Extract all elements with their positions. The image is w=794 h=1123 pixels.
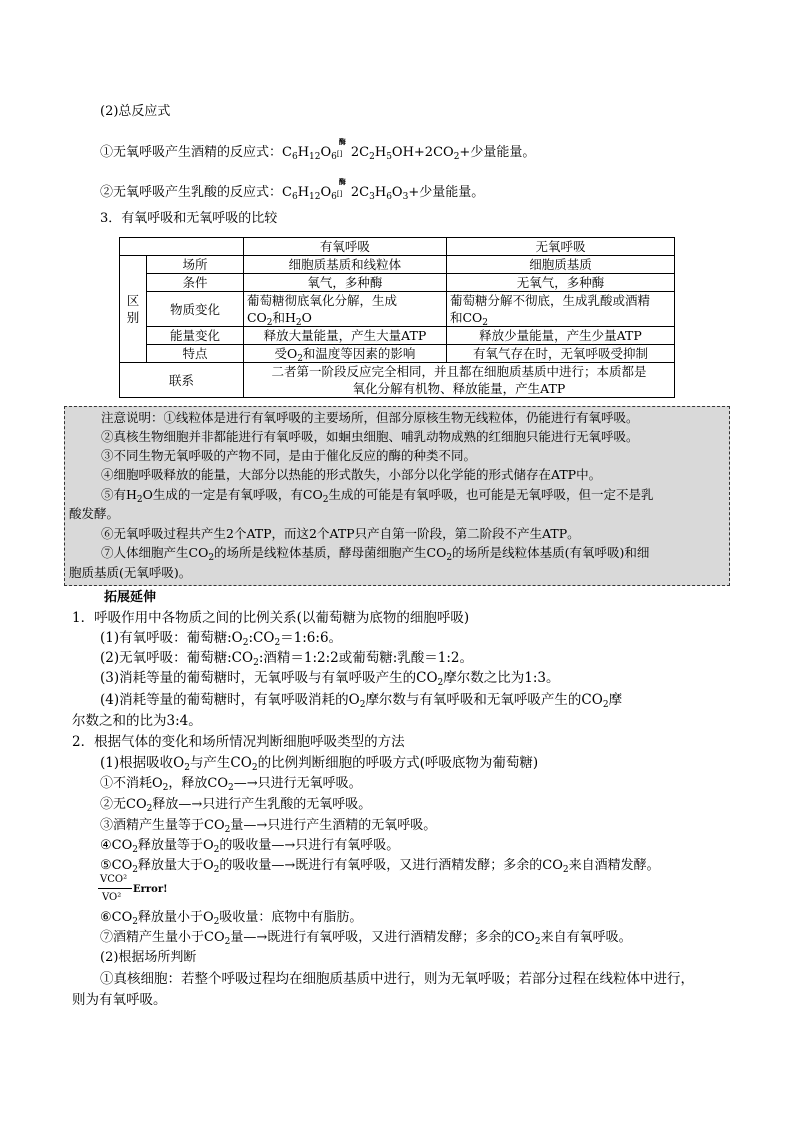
- extension-heading: 拓展延伸: [104, 590, 157, 605]
- ext-line: (4)消耗等量的葡萄糖时，有氧呼吸消耗的$O_2$摩尔数与有氧呼吸和无氧呼吸产生的$CO_2$摩: [100, 692, 623, 710]
- section-heading: 3．有氧呼吸和无氧呼吸的比较: [100, 211, 278, 226]
- table-cell: 细胞质基质和线粒体: [243, 256, 446, 274]
- fraction-bar: [98, 888, 132, 889]
- note-line: ⑦人体细胞产生$CO_2$的场所是线粒体基质，酵母菌细胞产生$CO_2$的场所是线粒体基质(有氧呼吸)和细: [101, 545, 650, 563]
- table-cell: 释放少量能量，产生少量ATP: [446, 327, 674, 345]
- row-label: 场所: [147, 256, 244, 274]
- table-cell: 葡萄糖彻底氧化分解，生成 $CO_2$和$H_2O$: [243, 292, 446, 327]
- ext-line: ②无$CO_2$释放—→只进行产生乳酸的无氧呼吸。: [100, 797, 372, 814]
- table-row: [120, 292, 675, 327]
- note-box: [64, 406, 730, 586]
- row-label: 物质变化: [147, 292, 244, 327]
- section-heading: (2)总反应式: [100, 104, 171, 119]
- table-cell: 释放大量能量，产生大量ATP: [243, 327, 446, 345]
- table-header: 有氧呼吸: [243, 238, 446, 256]
- table-header: 无氧呼吸: [446, 238, 674, 256]
- ext-line: (1)有氧呼吸：葡萄糖$:O_2:CO_2=1:6:6$。: [100, 630, 343, 648]
- note-line: 胞质基质(无氧呼吸)。: [69, 565, 192, 580]
- row-label: 联系: [120, 363, 244, 398]
- table-cell: 有氧气存在时，无氧呼吸受抑制: [446, 345, 674, 363]
- ext-line: $④CO_2$释放量等于$O_2$的吸收量—→只进行有氧呼吸。: [100, 838, 400, 855]
- table-cell: 氧气，多种酶: [243, 274, 446, 292]
- ext-line: ⑦酒精产生量小于$CO_2$量—→既进行有氧呼吸，又进行酒精发酵；多余的$CO_2$来自有氧呼吸。: [100, 930, 632, 947]
- table-row: [120, 274, 675, 292]
- ext-line: ①真核细胞：若整个呼吸过程均在细胞质基质中进行，则为无氧呼吸；若部分过程在线粒体中进行，: [100, 971, 694, 987]
- table-cell: 无氧气，多种酶: [446, 274, 674, 292]
- ext-line: $⑥CO_2$释放量小于$O_2$吸收量：底物中有脂肪。: [100, 910, 363, 927]
- fraction-denominator: VO²: [102, 892, 122, 903]
- comparison-table: [119, 237, 675, 398]
- note-line: ⑥无氧呼吸过程共产生2个ATP，而这2个ATP只产自第一阶段，第二阶段不产生ATP。: [101, 526, 580, 541]
- row-label: 特点: [147, 345, 244, 363]
- table-row: [120, 238, 675, 256]
- equation-ethanol: ①无氧呼吸产生酒精的反应式：$C_6H_{12}O_6$ 酶 [] $2C_2H_5OH+2CO_2+$少量能量。: [100, 137, 536, 162]
- table-row: [120, 327, 675, 345]
- ext-paragraph: 2．根据气体的变化和场所情况判断细胞呼吸类型的方法: [72, 734, 405, 750]
- ext-line: (1)根据吸收$O_2$与产生$CO_2$的比例判断细胞的呼吸方式(呼吸底物为葡萄糖): [100, 755, 539, 773]
- ext-line: ①不消耗$O_2$，释放$CO_2—\to$只进行无氧呼吸。: [100, 776, 362, 793]
- reaction-condition: 酶 []: [336, 137, 346, 158]
- note-line: ⑤有$H_2O$生成的一定是有氧呼吸，有$CO_2$生成的可能是有氧呼吸，也可能是无氧呼吸，但一定不是乳: [101, 487, 654, 505]
- ext-line: (3)消耗等量的葡萄糖时，无氧呼吸与有氧呼吸产生的$CO_2$摩尔数之比为1:3。: [100, 670, 560, 688]
- ext-line: (2)无氧呼吸：葡萄糖$:CO_2$:酒精＝1:2:2或葡萄糖:乳酸＝1:2。: [100, 650, 473, 668]
- fraction-numerator: VCO²: [100, 874, 128, 885]
- table-cell: 细胞质基质: [446, 256, 674, 274]
- ext-line: ③酒精产生量等于$CO_2$量—→只进行产生酒精的无氧呼吸。: [100, 818, 437, 835]
- table-cell: 受$O_2$和温度等因素的影响: [243, 345, 446, 363]
- ext-line: 尔数之和的比为3:4。: [72, 713, 202, 729]
- row-label: 能量变化: [147, 327, 244, 345]
- group-label: 区 别: [120, 256, 147, 363]
- note-line: 酸发酵。: [69, 506, 120, 521]
- row-label: 条件: [147, 274, 244, 292]
- equation-lactate: ②无氧呼吸产生乳酸的反应式：$C_6H_{12}O_6$ 酶 [] $2C_3H_6O_3+$少量能量。: [100, 177, 485, 202]
- table-cell: 葡萄糖分解不彻底，生成乳酸或酒精 和$CO_2$: [446, 292, 674, 327]
- ext-line: 则为有氧呼吸。: [72, 992, 167, 1008]
- note-line: 注意说明：①线粒体是进行有氧呼吸的主要场所，但部分原核生物无线粒体，仍能进行有氧呼吸。: [101, 410, 639, 425]
- table-row: [120, 363, 675, 398]
- table-cell: 二者第一阶段反应完全相同，并且都在细胞质基质中进行；本质都是 氧化分解有机物、释放能量，产生ATP: [243, 363, 674, 398]
- note-line: ④细胞呼吸释放的能量，大部分以热能的形式散失，小部分以化学能的形式储存在ATP中。: [101, 467, 602, 482]
- table-row: [120, 345, 675, 363]
- table-row: [120, 256, 675, 274]
- ext-paragraph: 1．呼吸作用中各物质之间的比例关系(以葡萄糖为底物的细胞呼吸): [72, 610, 470, 626]
- reaction-condition: 酶 []: [336, 177, 346, 198]
- error-text: Error!: [133, 884, 168, 895]
- note-line: ③不同生物无氧呼吸的产物不同，是由于催化反应的酶的种类不同。: [101, 448, 477, 463]
- ext-line: (2)根据场所判断: [100, 950, 197, 965]
- note-line: ②真核生物细胞并非都能进行有氧呼吸，如蛔虫细胞、哺乳动物成熟的红细胞只能进行无氧呼吸。: [101, 429, 639, 444]
- ext-line: $⑤CO_2$释放量大于$O_2$的吸收量—→既进行有氧呼吸，又进行酒精发酵；多余的$CO_2$来自酒精发酵。: [100, 858, 660, 875]
